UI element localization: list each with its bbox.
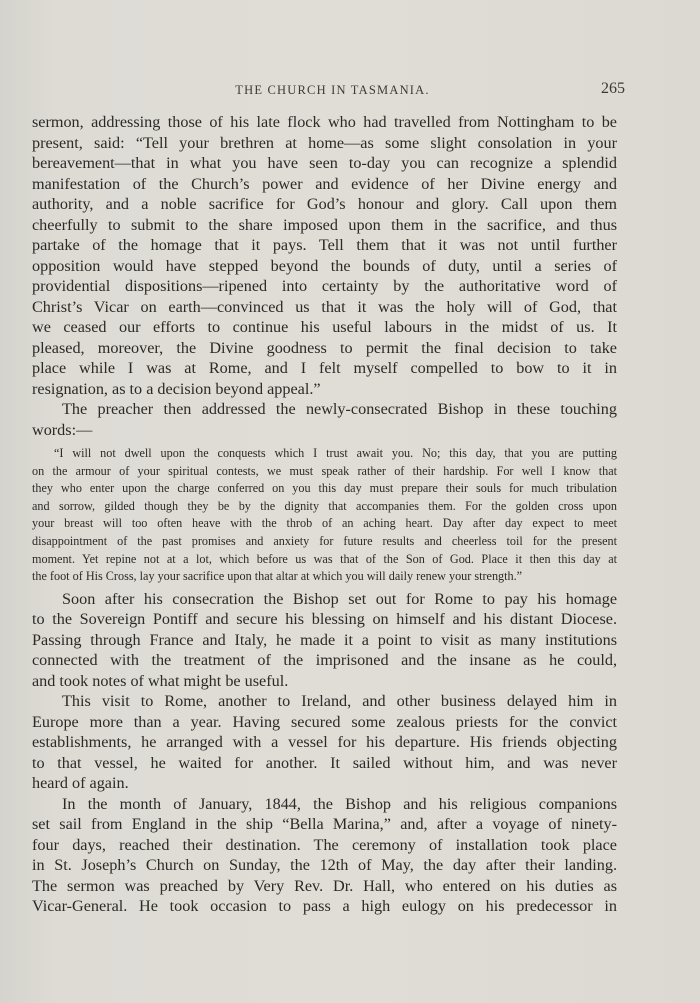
- text-line: The sermon was preached by Very Rev. Dr. Hall, who entered on his duties as: [32, 876, 617, 895]
- text-line: opposition would have stepped beyond the bounds of duty, until a series of: [32, 256, 617, 275]
- text-line: connected with the treatment of the imprisoned and the insane as he could,: [32, 651, 617, 670]
- text-line: pleased, moreover, the Divine goodness to permit the final decision to take: [32, 338, 617, 357]
- text-line: and took notes of what might be useful.: [32, 671, 289, 690]
- text-line: in St. Joseph’s Church on Sunday, the 12th of May, the day after their landing.: [32, 856, 617, 875]
- quote-line: disappointment of the past promises and anxiety for future results and cheerless toil for the present: [32, 533, 617, 548]
- text-line: Vicar-General. He took occasion to pass a high eulogy on his predecessor in: [32, 897, 617, 916]
- paragraph-sermon-conclusion: [32, 112, 617, 399]
- running-head: [40, 80, 625, 100]
- quote-line: and sorrow, gilded though they be by the dignity that accompanies them. For the golden cross upon: [32, 498, 617, 513]
- text-line: to the Sovereign Pontiff and secure his blessing on himself and his distant Diocese.: [32, 610, 617, 629]
- paragraph-voyage-and-installation: [32, 794, 617, 917]
- text-line: set sail from England in the ship “Bella Marina,” and, after a voyage of ninety-: [32, 815, 617, 834]
- running-title: THE CHURCH IN TASMANIA.: [235, 83, 430, 97]
- text-line: Soon after his consecration the Bishop set out for Rome to pay his homage: [62, 589, 617, 608]
- quote-line: the foot of His Cross, lay your sacrifice upon that altar at which you will daily renew your strength.”: [32, 569, 523, 584]
- text-line: Passing through France and Italy, he made it a point to visit as many institutions: [32, 630, 617, 649]
- paragraph-preacher-address: [32, 399, 617, 440]
- text-line: resignation, as to a decision beyond appeal.”: [32, 379, 321, 398]
- paragraph-journey-to-rome: [32, 589, 617, 692]
- paragraph-delay-in-europe: [32, 691, 617, 794]
- page-body: [32, 112, 617, 917]
- block-quote: [32, 445, 617, 586]
- text-line: sermon, addressing those of his late flock who had travelled from Nottingham to be: [32, 113, 617, 131]
- text-line: place while I was at Rome, and I felt myself compelled to bow to it in: [32, 359, 617, 377]
- text-line: establishments, he arranged with a vessel for his departure. His friends objecting: [32, 733, 617, 752]
- text-line: present, said: “Tell your brethren at home—as some slight consolation in your: [32, 133, 617, 152]
- text-line: bereavement—that in what you have seen to-day you can recognize a splendid: [32, 154, 617, 172]
- text-line: authority, and a noble sacrifice for God’s honour and glory. Call upon them: [32, 195, 617, 213]
- quote-line: on the armour of your spiritual contests, we must speak rather of their hardship. For well I know that: [32, 463, 617, 478]
- text-line: The preacher then addressed the newly-consecrated Bishop in these touching: [62, 400, 617, 418]
- text-line: cheerfully to submit to the share imposed upon them in the sacrifice, and thus: [32, 215, 617, 234]
- text-line: This visit to Rome, another to Ireland, and other business delayed him in: [62, 692, 617, 711]
- text-line: partake of the homage that it pays. Tell them that it was not until further: [32, 236, 617, 254]
- quote-line: moment. Yet repine not at a lot, which before us was that of the Son of God. Place it then this day at: [32, 551, 617, 566]
- text-line: Christ’s Vicar on earth—convinced us that it was the holy will of God, that: [32, 297, 617, 316]
- page-number: 265: [601, 80, 625, 97]
- text-line: providential dispositions—ripened into certainty by the authoritative word of: [32, 277, 617, 295]
- quote-line: they who enter upon the charge conferred on you this day must prepare their souls for much tribulation: [32, 481, 617, 496]
- text-line: to that vessel, he waited for another. It sailed without him, and was never: [32, 753, 617, 772]
- text-line: manifestation of the Church’s power and evidence of her Divine energy and: [32, 174, 617, 193]
- text-line: we ceased our efforts to continue his useful labours in the midst of us. It: [32, 318, 617, 336]
- text-line: In the month of January, 1844, the Bishop and his religious companions: [62, 794, 617, 813]
- quote-line: “I will not dwell upon the conquests which I trust await you. No; this day, that you are putting: [54, 446, 617, 460]
- text-line: words:—: [32, 420, 93, 439]
- text-line: heard of again.: [32, 774, 129, 793]
- text-line: Europe more than a year. Having secured some zealous priests for the convict: [32, 712, 617, 731]
- quote-line: your breast will too often heave with the throb of an aching heart. Day after day expect to meet: [32, 516, 617, 531]
- text-line: four days, reached their destination. The ceremony of installation took place: [32, 835, 617, 854]
